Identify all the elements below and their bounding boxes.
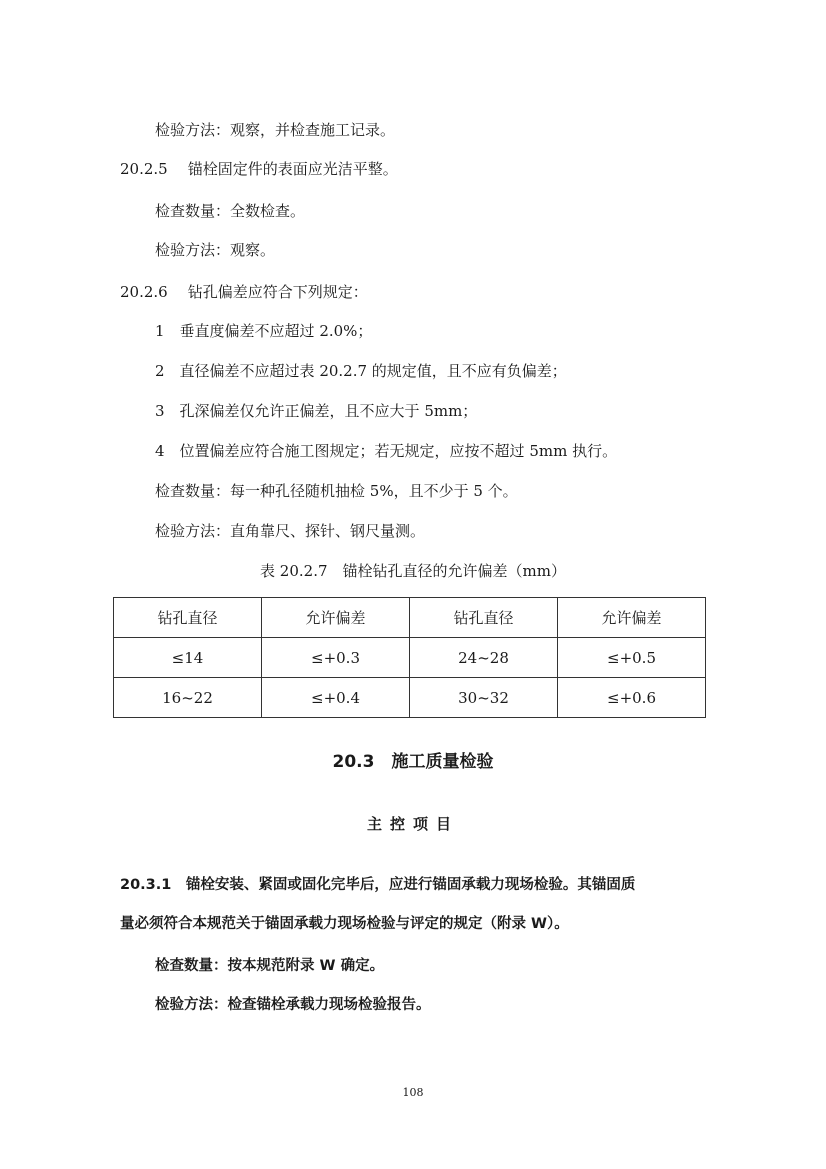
inspection-method-line: 检验方法：观察，并检查施工记录。 [155,121,396,139]
inspection-quantity-line: 检查数量：每一种孔径随机抽检 5%，且不少于 5 个。 [155,482,518,500]
table-header-cell: 允许偏差 [262,598,410,638]
table-header-cell: 钻孔直径 [114,598,262,638]
table-row [114,678,706,718]
clause-20-2-6 [120,282,368,302]
inspection-method-line: 检验方法：检查锚栓承载力现场检验报告。 [155,997,431,1013]
clause-number: 20.2.6 [120,283,168,301]
page-number: 108 [402,1086,424,1099]
list-item-1: 1 垂直度偏差不应超过 2.0%； [155,322,373,340]
clause-text: 钻孔偏差应符合下列规定： [187,283,368,301]
inspection-method-line: 检验方法：观察。 [155,241,276,259]
tolerance-table [113,597,706,718]
clause-20-2-5 [120,159,398,179]
table-cell: ≤+0.6 [558,678,706,718]
table-header-row [114,598,706,638]
section-heading: 20.3 施工质量检验 [332,752,494,772]
inspection-quantity-line: 检查数量：全数检查。 [155,202,306,220]
section-subheading: 主控项目 [366,815,459,833]
list-item-3: 3 孔深偏差仅允许正偏差，且不应大于 5mm； [155,402,478,420]
table-cell: ≤+0.4 [262,678,410,718]
clause-number: 20.2.5 [120,160,168,178]
table-header-cell: 钻孔直径 [410,598,558,638]
list-item-2: 2 直径偏差不应超过表 20.2.7 的规定值，且不应有负偏差； [155,362,567,380]
clause-20-3-1-line1: 20.3.1 锚栓安装、紧固或固化完毕后，应进行锚固承载力现场检验。其锚固质 [120,877,636,893]
inspection-quantity-line: 检查数量：按本规范附录 W 确定。 [155,958,385,974]
clause-20-3-1-line2: 量必须符合本规范关于锚固承载力现场检验与评定的规定（附录 W）。 [120,916,569,932]
table-row [114,638,706,678]
table-cell: ≤14 [114,638,262,678]
table-cell: ≤+0.5 [558,638,706,678]
clause-text: 锚栓固定件的表面应光洁平整。 [187,160,398,178]
list-item-4: 4 位置偏差应符合施工图规定；若无规定，应按不超过 5mm 执行。 [155,442,618,460]
table-cell: 24~28 [410,638,558,678]
table-cell: 30~32 [410,678,558,718]
table-caption: 表 20.2.7 锚栓钻孔直径的允许偏差（mm） [260,562,566,580]
inspection-method-line: 检验方法：直角靠尺、探针、钢尺量测。 [155,522,426,540]
table-header-cell: 允许偏差 [558,598,706,638]
table-cell: 16~22 [114,678,262,718]
table-cell: ≤+0.3 [262,638,410,678]
